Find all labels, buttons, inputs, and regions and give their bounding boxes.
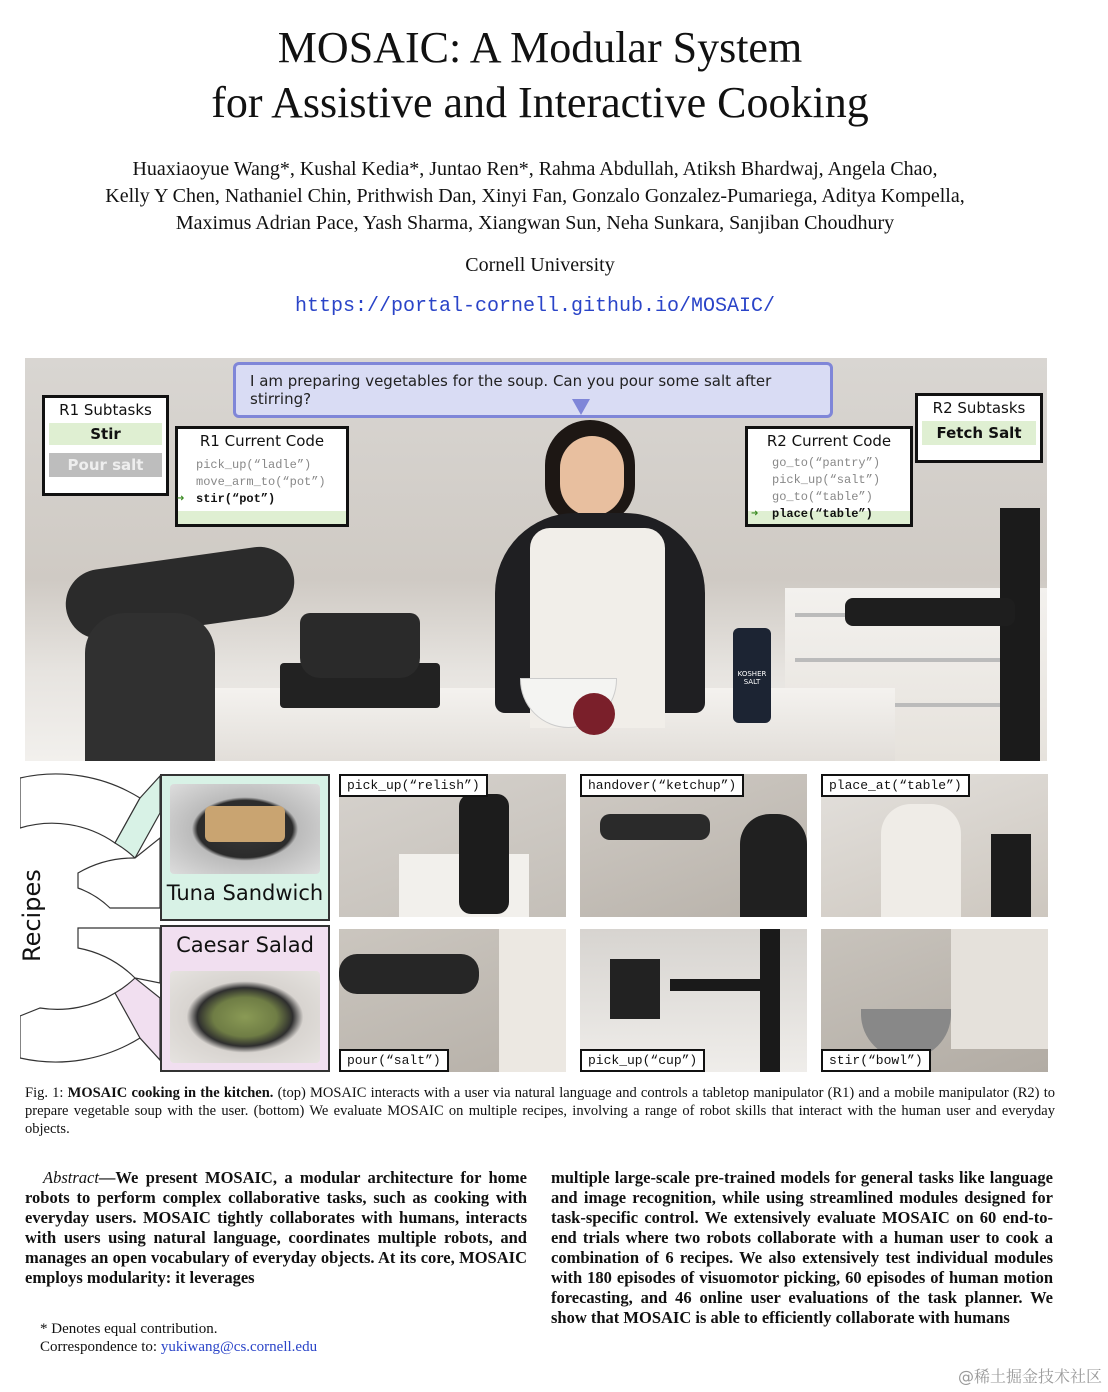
abstract-left-text: —We present MOSAIC, a modular architecture for home robots to perform complex collaborative tasks, such as cooking with everyday users. MOSAIC tightly collaborates with humans, interacts with users using natural language, coordinates multiple robots, and manages an open vocabulary of everyday objects. At its core, MOSAIC employs modularity: it leverages <box>25 1168 527 1287</box>
figure-caption <box>25 1084 1055 1138</box>
robot-r2-mast <box>760 929 780 1072</box>
tuna-sandwich-photo <box>170 784 320 874</box>
r1-subtasks-panel <box>42 395 169 496</box>
r1-arrow-icon: ➜ <box>177 492 185 506</box>
abstract-label: Abstract <box>43 1168 99 1187</box>
abstract-left-column <box>25 1168 527 1288</box>
r2-code-line: go_to(“pantry”) <box>772 456 881 470</box>
sandwich <box>205 806 285 842</box>
project-url-link[interactable]: https://portal-cornell.github.io/MOSAIC/ <box>294 295 776 318</box>
r1-subtask-stir: Stir <box>49 423 162 445</box>
robot-arm <box>459 794 509 914</box>
robot-arm <box>339 954 479 994</box>
footnote-equal-contribution: * Denotes equal contribution. <box>40 1321 218 1337</box>
abstract-right-text: multiple large-scale pre-trained models for general tasks like language and image recognition, while using streamlined modules designed for task-specific control. We extensively evaluate MOSAIC on 60 end-to-end trials where two robots collaborate with a human user to cook a combination of 6 recipes. We also extensively test individual modules with 180 episodes of visuomotor picking, 60 episodes of human motion forecasting, and 46 online user evaluations of the task planner. We show that MOSAIC is able to efficiently collaborate with humans <box>551 1168 1053 1327</box>
kosher-salt-label: KOSHER SALT <box>737 670 767 686</box>
skill-tile-pour-salt <box>339 929 566 1072</box>
figure-top-photo <box>25 358 1047 761</box>
robot-arm-r1-base <box>85 613 215 761</box>
r1-code-panel <box>175 426 349 527</box>
abstract-right-column <box>551 1168 1053 1328</box>
skill-label: pour(“salt”) <box>339 1049 449 1072</box>
person <box>740 814 807 917</box>
r1-code-active-line: stir(“pot”) <box>196 492 276 506</box>
robot-r2-mast <box>1000 508 1040 761</box>
skill-tile-place-table <box>821 774 1048 917</box>
skill-tile-stir-bowl <box>821 929 1048 1072</box>
correspondence-email-link[interactable]: yukiwang@cs.cornell.edu <box>160 1339 318 1355</box>
r1-subtask-pour-salt: Pour salt <box>49 453 162 477</box>
r2-code-active-line: place(“table”) <box>772 507 873 521</box>
r1-code-line: pick_up(“ladle”) <box>196 458 312 472</box>
recipe-card-tuna-sandwich <box>160 774 330 921</box>
robot-arm <box>600 814 710 840</box>
person <box>881 804 961 917</box>
skill-label: pick_up(“relish”) <box>339 774 488 797</box>
recipe-card-caesar-salad <box>160 925 330 1072</box>
kosher-salt-container <box>733 628 771 723</box>
r2-subtasks-panel <box>915 393 1043 463</box>
title-line-2: for Assistive and Interactive Cooking <box>211 78 869 127</box>
r2-code-line: pick_up(“salt”) <box>772 473 881 487</box>
watermark: @稀土掘金技术社区 <box>957 1367 1102 1386</box>
caesar-salad-photo <box>170 971 320 1063</box>
skill-label: pick_up(“cup”) <box>580 1049 705 1072</box>
authors-line-2: Kelly Y Chen, Nathaniel Chin, Prithwish Dan, Xinyi Fan, Gonzalo Gonzalez-Pumariega, Aditya Kompella, <box>105 185 965 207</box>
correspondence-label: Correspondence to: <box>40 1339 158 1355</box>
author-list <box>0 156 1070 237</box>
r2-subtask-fetch-salt: Fetch Salt <box>922 421 1036 445</box>
shelf-line <box>795 658 1035 662</box>
r2-code-panel <box>745 426 913 527</box>
r2-subtasks-title: R2 Subtasks <box>932 399 1026 417</box>
caption-label: Fig. 1: <box>25 1085 64 1101</box>
user-speech-text: I am preparing vegetables for the soup. Can you pour some salt after stirring? <box>250 372 772 408</box>
authors-line-1: Huaxiaoyue Wang*, Kushal Kedia*, Juntao Ren*, Rahma Abdullah, Atiksh Bhardwaj, Angela Chao, <box>132 158 938 180</box>
recipes-label: Recipes <box>18 869 46 962</box>
authors-line-3: Maximus Adrian Pace, Yash Sharma, Xiangwan Sun, Neha Sunkara, Sanjiban Choudhury <box>175 212 895 234</box>
red-onion <box>573 693 615 735</box>
r1-subtasks-title: R1 Subtasks <box>59 401 152 419</box>
speech-bubble-tail <box>572 399 590 415</box>
r1-code-line: move_arm_to(“pot”) <box>196 475 326 489</box>
affiliation: Cornell University <box>465 254 615 276</box>
title-line-1: MOSAIC: A Modular System <box>277 23 803 72</box>
caption-bold: MOSAIC cooking in the kitchen. <box>67 1085 274 1101</box>
skill-tile-pick-cup <box>580 929 807 1072</box>
footnote-correspondence <box>40 1338 317 1356</box>
user-speech-bubble <box>233 362 833 418</box>
skill-tile-handover-ketchup <box>580 774 807 917</box>
caption-text: (top) MOSAIC interacts with a user via natural language and controls a tabletop manipulator (R1) and a mobile manipulator (R2) to prepare vegetable soup with the user. (bottom) We evaluate MOSAIC on multiple recipes, involving a range of robot skills that interact with the human user and everyday objects. <box>25 1085 1055 1137</box>
r1-code-title: R1 Current Code <box>178 429 346 453</box>
person <box>499 929 566 1072</box>
robot-arm <box>670 979 770 991</box>
recipe-caesar-salad-label: Caesar Salad <box>176 933 314 957</box>
skill-tile-pick-relish <box>339 774 566 917</box>
robot-r2-arm <box>845 598 1015 626</box>
skill-label: handover(“ketchup”) <box>580 774 744 797</box>
person <box>951 929 1048 1049</box>
recipe-tuna-sandwich-label: Tuna Sandwich <box>166 881 324 905</box>
paper-title <box>0 20 1080 130</box>
coffee-machine <box>610 959 660 1019</box>
person-face <box>560 436 624 516</box>
r2-code-title: R2 Current Code <box>748 429 910 453</box>
r1-code-lines <box>178 453 346 511</box>
skill-label: stir(“bowl”) <box>821 1049 931 1072</box>
r2-arrow-icon: ➜ <box>751 507 759 521</box>
r2-code-line: go_to(“table”) <box>772 490 873 504</box>
skill-label: place_at(“table”) <box>821 774 970 797</box>
cooking-pot <box>300 613 420 678</box>
r2-code-lines <box>748 453 910 521</box>
robot-arm <box>991 834 1031 917</box>
